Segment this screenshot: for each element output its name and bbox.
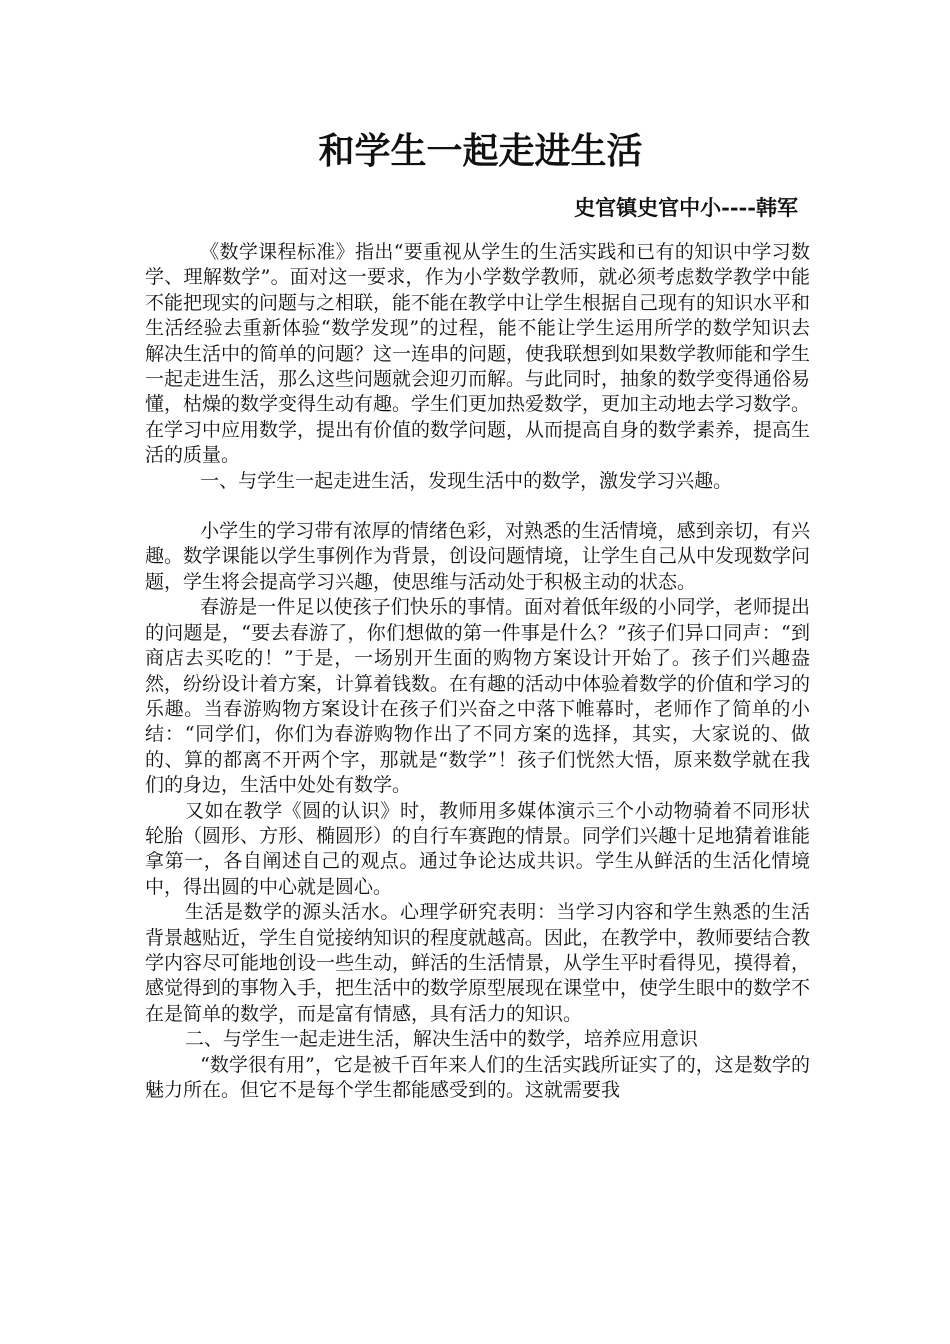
section-heading-1: 一、与学生一起走进生活，发现生活中的数学，激发学习兴趣。 [200, 469, 733, 492]
paragraph-body: 又如在教学《圆的认识》时，教师用多媒体演示三个小动物骑着不同形状轮胎（圆形、方形、椭圆形）的自行车赛跑的情景。同学们兴趣十足地猜着谁能拿第一，各自阐述自己的观点。通过争论达成共识。学生从鲜活的生活化情境中，得出圆的中心就是圆心。 [145, 799, 811, 898]
section-heading-2: 二、与学生一起走进生活，解决生活中的数学，培养应用意识 [184, 1028, 698, 1051]
paragraph-body: 春游是一件足以使孩子们快乐的事情。面对着低年级的小同学，老师提出的问题是，“要去春游了，你们想做的第一件事是什么？”孩子们异口同声：“到商店去买吃的！”于是，一场别开生面的购物方案设计开始了。孩子们兴趣盎然，纷纷设计着方案，计算着钱数。在有趣的活动中体验着数学的价值和学习的乐趣。当春游购物方案设计在孩子们兴奋之中落下帷幕时，老师作了简单的小结：“同学们，你们为春游购物作出了不同方案的选择，其实，大家说的、做的、算的都离不开两个字，那就是“数学”！孩子们恍然大悟，原来数学就在我们的身边，生活中处处有数学。 [145, 596, 811, 797]
paragraph-body: 生活是数学的源头活水。心理学研究表明：当学习内容和学生熟悉的生活背景越贴近，学生自觉接纳知识的程度就越高。因此，在教学中，教师要结合教学内容尽可能地创设一些生动，鲜活的生活情景，从学生平时看得见，摸得着，感觉得到的事物入手，把生活中的数学原型展现在课堂中，使学生眼中的数学不在是简单的数学，而是富有情感，具有活力的知识。 [145, 901, 811, 1025]
paragraph-body: 小学生的学习带有浓厚的情绪色彩，对熟悉的生活情境，感到亲切，有兴趣。数学课能以学生事例作为背景，创设问题情境，让学生自己从中发现数学问题，学生将会提高学习兴趣，使思维与活动处于积极主动的状态。 [145, 520, 811, 593]
document-author: 史官镇史官中小----韩军 [574, 195, 798, 220]
paragraph-intro: 《数学课程标准》指出“要重视从学生的生活实践和已有的知识中学习数学、理解数学”。面对这一要求，作为小学数学教师，就必须考虑数学教学中能不能把现实的问题与之相联，能不能在教学中让学生根据自己现有的知识水平和生活经验去重新体验“数学发现”的过程，能不能让学生运用所学的数学知识去解决生活中的简单的问题？这一连串的问题，使我联想到如果数学教师能和学生一起走进生活，那么这些问题就会迎刃而解。与此同时，抽象的数学变得通俗易懂，枯燥的数学变得生动有趣。学生们更加热爱数学，更加主动地去学习数学。在学习中应用数学，提出有价值的数学问题，从而提高自身的数学素养，提高生活的质量。 [145, 241, 811, 467]
paragraph-body: “数学很有用”，它是被千百年来人们的生活实践所证实了的，这是数学的魅力所在。但它不是每个学生都能感受到的。这就需要我 [145, 1053, 810, 1101]
paragraph-spacer [145, 494, 810, 519]
document-title: 和学生一起走进生活 [318, 130, 643, 172]
document-page [145, 126, 810, 1103]
